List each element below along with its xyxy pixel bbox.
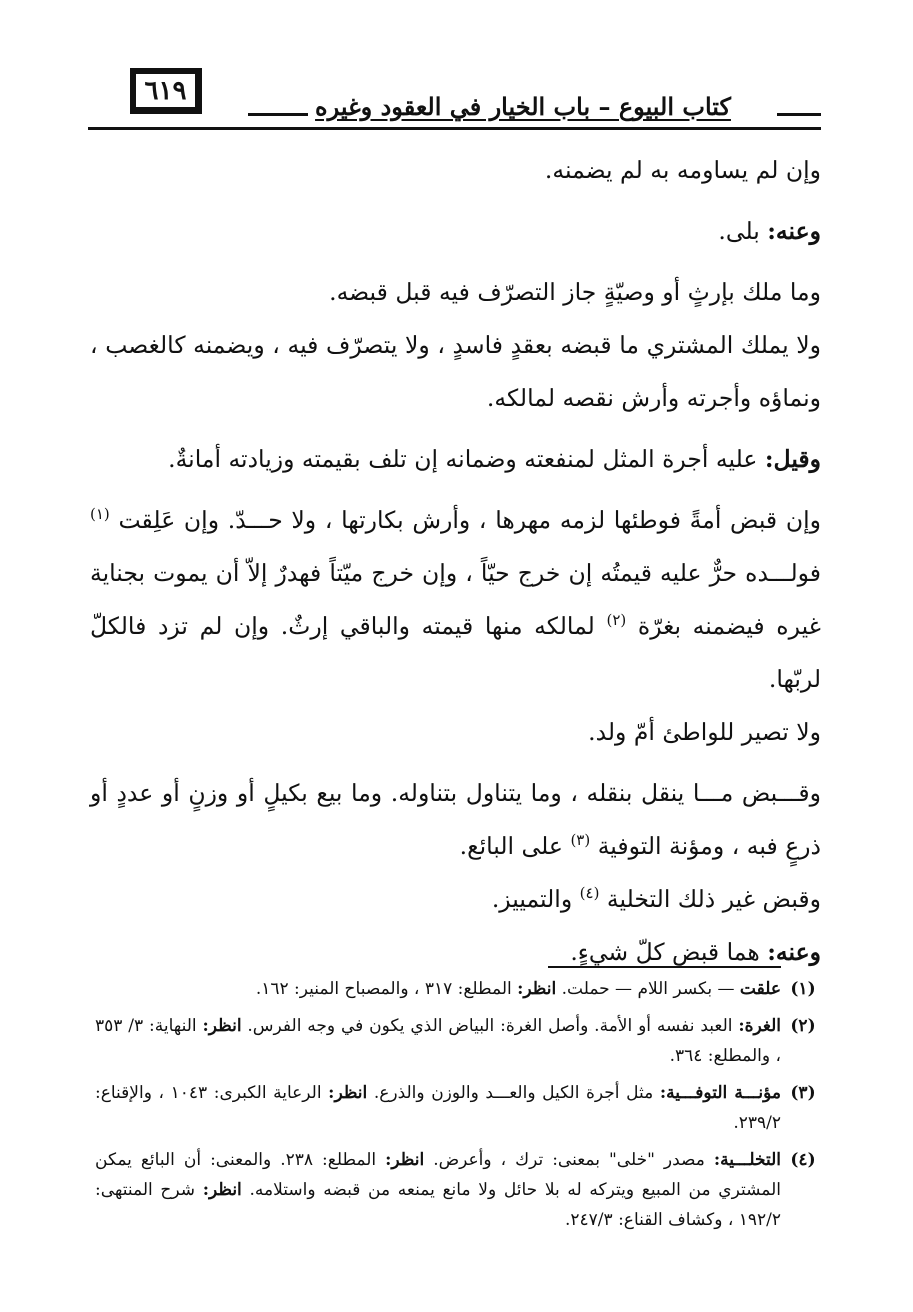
paragraph-1: وإن لم يساومه به لم يضمنه. — [544, 156, 821, 184]
footnote-text: مصدر "خلى" بمعنى: ترك ، وأعرض. — [424, 1150, 714, 1170]
footnote-text: العبد نفسه أو الأمة. وأصل الغرة: البياض الذي يكون في وجه الفرس. — [241, 1016, 739, 1036]
footnote-ref-1: (١) — [90, 505, 110, 524]
paragraph-2-lead: وعنه: — [767, 217, 821, 245]
footnote-4 — [95, 1145, 825, 1235]
footnote-sources: شرح المنتهى: ١٩٢/٢ ، وكشاف القناع: ٢٤٧/٣. — [95, 1180, 781, 1230]
footnote-text: مثل أجرة الكيل والعـــد والوزن والذرع. — [367, 1083, 660, 1103]
footnote-number: (٢) — [790, 1016, 816, 1036]
footnote-term: التخلـــية: — [713, 1150, 782, 1170]
header-rule — [88, 127, 821, 130]
paragraph-8-part-b: على البائع. — [459, 832, 563, 860]
footnote-sources: الرعاية الكبرى: ١٠٤٣ ، والإقناع: ٢٣٩/٢. — [95, 1083, 781, 1133]
footnotes — [95, 974, 825, 1242]
footnote-term: علقت — [739, 979, 781, 999]
footnote-see: انظر: — [517, 979, 557, 999]
paragraph-9-part-b: والتمييز. — [491, 885, 573, 913]
main-text — [90, 144, 821, 979]
footnote-term: مؤنـــة التوفـــية: — [659, 1083, 782, 1103]
page-number-box — [130, 68, 202, 114]
paragraph-6 — [90, 494, 821, 706]
footnote-body — [95, 974, 781, 1004]
paragraph-10 — [90, 926, 821, 979]
page-number: ٦١٩ — [144, 75, 187, 106]
footnote-body — [95, 1145, 781, 1235]
paragraph-6-part-c: لمالكه منها قيمته والباقي إرثٌ. وإن لم تزد فالكلّ لربّها. — [90, 612, 821, 693]
footnote-number: (٣) — [790, 1083, 816, 1103]
paragraph-10-text: هما قبض كلّ شيءٍ. — [570, 938, 768, 966]
footnote-text-2: المطلع: ٢٣٨. والمعنى: أن البائع يمكن المشتري من المبيع ويتركه له بلا حائل ولا مانع يمنعه من قبضه واستلامه. — [95, 1150, 781, 1200]
paragraph-7: ولا تصير للواطئ أمّ ولد. — [588, 718, 821, 746]
header-title — [225, 88, 821, 124]
footnote-sources: المطلع: ٣١٧ ، والمصباح المنير: ١٦٢. — [255, 979, 518, 999]
paragraph-5-lead: وقيل: — [764, 445, 821, 473]
paragraph-2 — [90, 205, 821, 258]
footnote-see: انظر: — [385, 1150, 425, 1170]
paragraph-8 — [90, 767, 821, 873]
header-title-text: كتاب البيوع – باب الخيار في العقود وغيره — [315, 91, 731, 121]
footnote-body — [95, 1011, 781, 1071]
paragraph-6-part-a: وإن قبض أمةً فوطئها لزمه مهرها ، وأرش بكارتها ، ولا حـــدّ. وإن عَلِقت — [118, 506, 821, 534]
paragraph-3: وما ملك بإرثٍ أو وصيّةٍ جاز التصرّف فيه قبل قبضه. — [329, 278, 821, 306]
paragraph-2-text: بلى. — [718, 217, 768, 245]
footnote-body — [95, 1078, 781, 1138]
paragraph-4: ولا يملك المشتري ما قبضه بعقدٍ فاسدٍ ، ولا يتصرّف فيه ، ويضمنه كالغصب ، ونماؤه وأجرته وأرش نقصه لمالكه. — [90, 331, 821, 412]
footnote-3 — [95, 1078, 825, 1138]
footnote-1 — [95, 974, 825, 1004]
paragraph-5 — [90, 433, 821, 486]
footnote-number: (٤) — [790, 1150, 816, 1170]
footnote-text: — بكسر اللام — حملت. — [556, 979, 740, 999]
header-dash-right — [777, 113, 821, 116]
footnote-number: (١) — [790, 979, 816, 999]
footnote-ref-3: (٣) — [570, 831, 591, 850]
footnote-ref-4: (٤) — [579, 884, 600, 903]
footnote-sources: النهاية: ٣/ ٣٥٣ ، والمطلع: ٣٦٤. — [95, 1016, 781, 1066]
footnote-ref-2: (٢) — [606, 611, 627, 630]
footnote-2 — [95, 1011, 825, 1071]
paragraph-5-text: عليه أجرة المثل لمنفعته وضمانه إن تلف بقيمته وزيادته أمانةٌ. — [168, 445, 765, 473]
footnote-term: الغرة: — [738, 1016, 782, 1036]
paragraph-9 — [90, 873, 821, 926]
footnote-see-2: انظر: — [202, 1180, 242, 1200]
footnote-separator — [548, 966, 781, 968]
footnote-see: انظر: — [328, 1083, 368, 1103]
paragraph-8-part-a: وقـــبض مـــا ينقل بنقله ، وما يتناول بتناوله. وما بيع بكيلٍ أو وزنٍ أو عددٍ أو ذرعٍ فبه ، ومؤنة التوفية — [90, 779, 821, 860]
footnote-see: انظر: — [202, 1016, 242, 1036]
paragraph-9-part-a: وقبض غير ذلك التخلية — [606, 885, 821, 913]
paragraph-10-lead: وعنه: — [767, 938, 821, 966]
paragraph-6-part-b: فولـــده حرٌّ عليه قيمتُه إن خرج حيّاً ، وإن خرج ميّتاً فهدرٌ إلاّ أن يموت بجناية غيره فيضمنه بغرّة — [90, 559, 821, 640]
header-dash-left — [248, 113, 308, 116]
